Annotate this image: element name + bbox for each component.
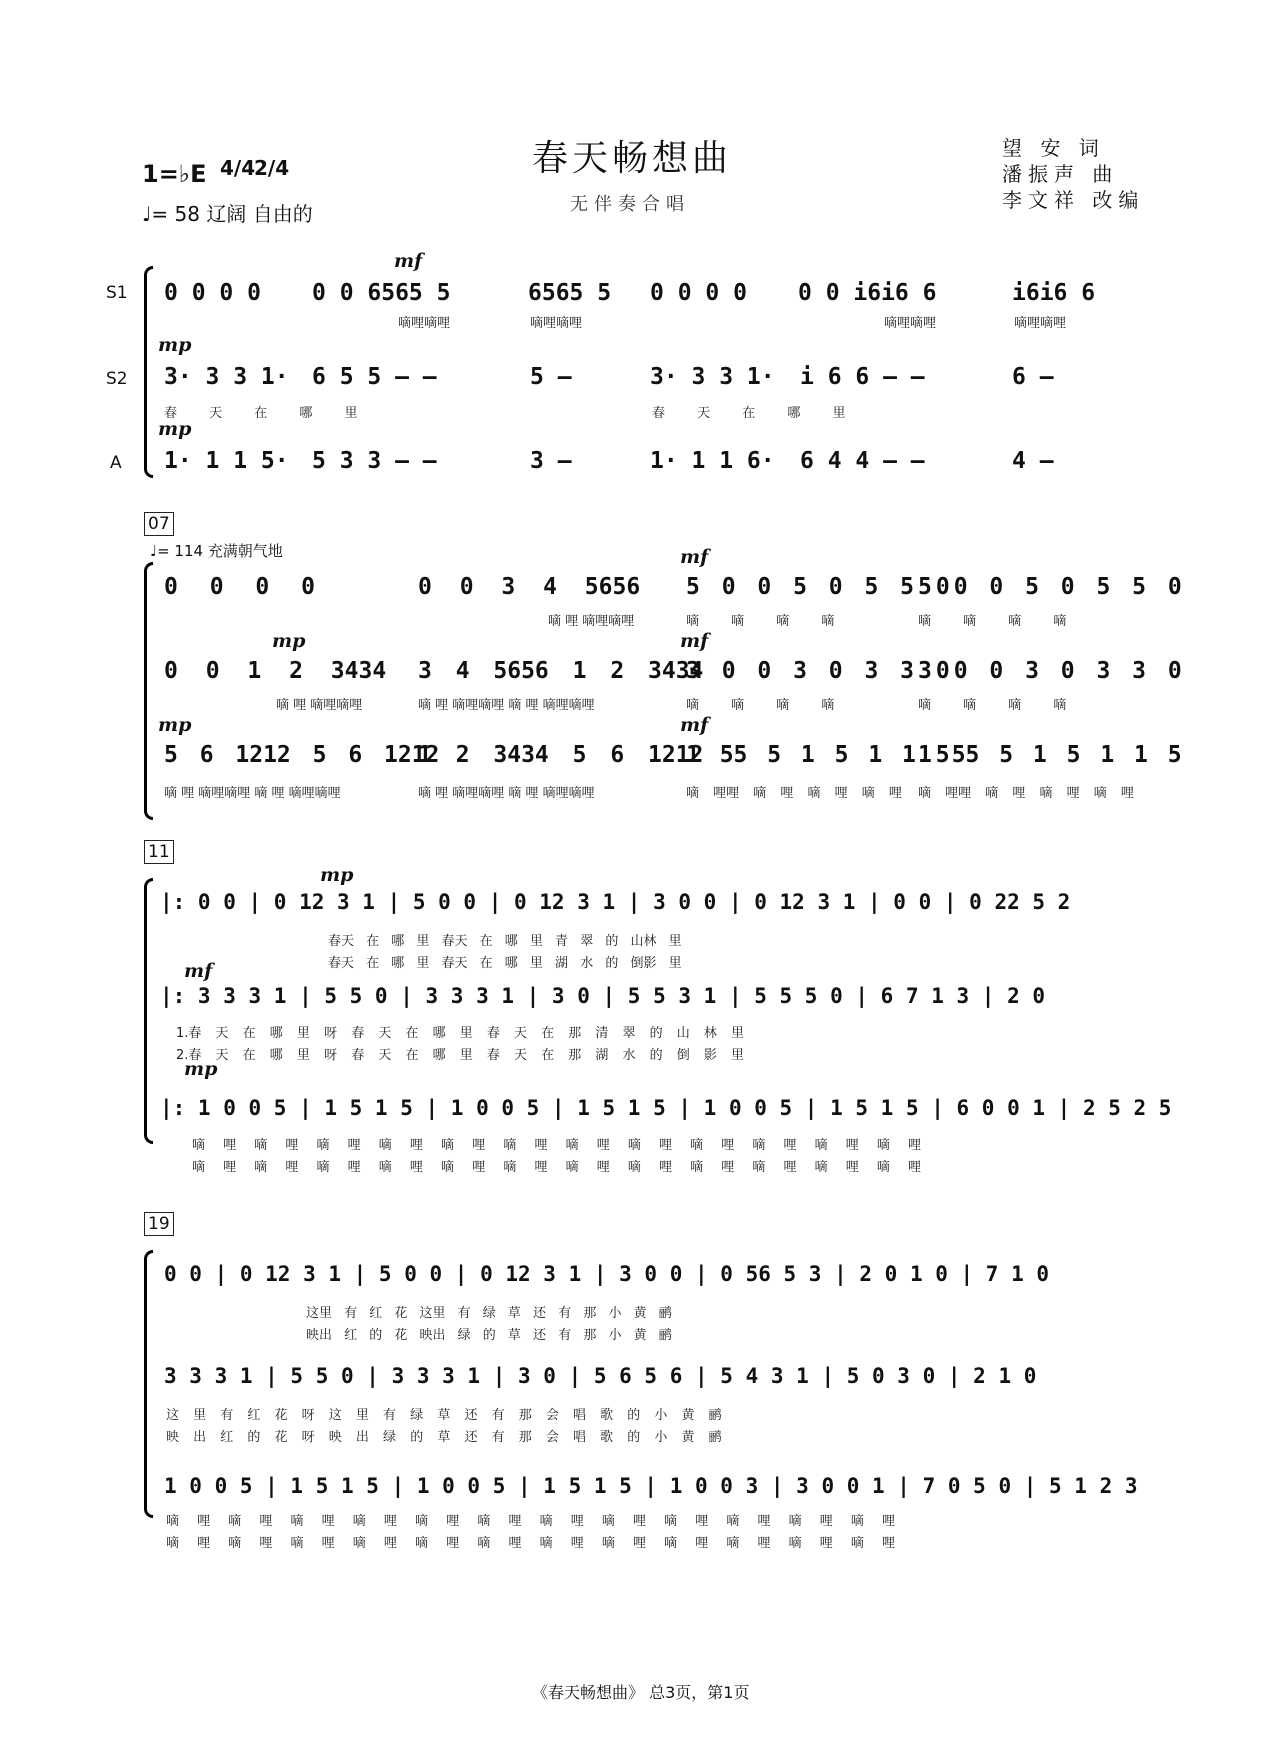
s1-measure: 0 0 6565 5 <box>312 280 451 306</box>
s1-line: 0 0 | 0 12 3 1 | 5 0 0 | 0 12 3 1 | 3 0 0 | 0 56 5 3 | 2 0 1 0 | 7 1 0 <box>164 1262 1050 1286</box>
s2-lyric: 春 天 在 哪 里 <box>652 406 860 421</box>
s1-lyric: 嘀哩嘀哩 <box>1014 316 1067 331</box>
dynamic-mf: mf <box>394 250 423 272</box>
s2-lyric: 这 里 有 红 花 呀 这 里 有 绿 草 还 有 那 会 唱 歌 的 小 黄 鹂 <box>166 1408 722 1423</box>
s2-measure: 3 0 0 3 0 3 3 0 <box>918 658 1182 684</box>
alto-measure: 4 – <box>1012 448 1054 474</box>
system-bracket <box>144 562 153 820</box>
s2-lyric: 嘀 嘀 嘀 嘀 <box>918 698 1067 713</box>
alto-lyric: 嘀 哩 嘀哩嘀哩 嘀 哩 嘀哩嘀哩 <box>164 786 341 801</box>
s1-lyric: 春天 在 哪 里 春天 在 哪 里 湖 水 的 倒影 里 <box>328 956 682 971</box>
s2-measure: 6 5 5 – – <box>312 364 437 390</box>
alto-measure: 5 6 1212 5 6 1212 <box>164 742 440 768</box>
s2-line: 3 3 3 1 | 5 5 0 | 3 3 3 1 | 3 0 | 5 6 5 6 | 5 4 3 1 | 5 0 3 0 | 2 1 0 <box>164 1364 1037 1388</box>
composer-credit: 潘振声 曲 <box>1002 162 1119 186</box>
s2-lyric: 嘀 哩 嘀哩嘀哩 <box>276 698 363 713</box>
page-footer: 《春天畅想曲》 总3页，第1页 <box>532 1683 750 1702</box>
dynamic-mp: mp <box>184 1058 218 1080</box>
s1-lyric: 嘀哩嘀哩 <box>530 316 583 331</box>
s2-lyric: 1.春 天 在 哪 里 呀 春 天 在 哪 里 春 天 在 那 清 翠 的 山 林 里 <box>176 1026 745 1041</box>
alto-measure: 1· 1 1 6· <box>650 448 775 474</box>
s1-line: |: 0 0 | 0 12 3 1 | 5 0 0 | 0 12 3 1 | 3 0 0 | 0 12 3 1 | 0 0 | 0 22 5 2 <box>160 890 1071 914</box>
s2-lyric: 春 天 在 哪 里 <box>164 406 372 421</box>
system-bracket <box>144 266 153 478</box>
alto-lyric: 嘀 哩 嘀哩嘀哩 嘀 哩 嘀哩嘀哩 <box>418 786 595 801</box>
s2-measure: 6 – <box>1012 364 1054 390</box>
s1-lyric: 嘀哩嘀哩 <box>398 316 451 331</box>
rehearsal-mark: 19 <box>144 1212 174 1236</box>
s1-measure: 5 0 0 5 0 5 5 0 <box>686 574 950 600</box>
part-label-a: A <box>110 453 122 473</box>
alto-lyric: 嘀 哩哩 嘀 哩 嘀 哩 嘀 哩 <box>686 786 902 801</box>
s1-lyric: 嘀 嘀 嘀 嘀 <box>918 614 1067 629</box>
alto-measure: 3 – <box>530 448 572 474</box>
s1-measure: 5 0 0 5 0 5 5 0 <box>918 574 1182 600</box>
dynamic-mp: mp <box>320 864 354 886</box>
dynamic-mf: mf <box>680 630 709 652</box>
dynamic-mp: mp <box>272 630 306 652</box>
part-label-s2: S2 <box>106 369 128 389</box>
s1-lyric: 映出 红 的 花 映出 绿 的 草 还 有 那 小 黄 鹂 <box>306 1328 672 1343</box>
dynamic-mf: mf <box>184 960 213 982</box>
s2-lyric: 2.春 天 在 哪 里 呀 春 天 在 哪 里 春 天 在 那 湖 水 的 倒 影 里 <box>176 1048 745 1063</box>
alto-lyric: 嘀 哩 嘀 哩 嘀 哩 嘀 哩 嘀 哩 嘀 哩 嘀 哩 嘀 哩 嘀 哩 嘀 哩 嘀 哩 嘀 哩 <box>166 1514 896 1529</box>
s1-measure: i6i6 6 <box>1012 280 1096 306</box>
alto-measure: 1· 1 1 5· <box>164 448 289 474</box>
s2-lyric: 嘀 哩 嘀哩嘀哩 嘀 哩 嘀哩嘀哩 <box>418 698 595 713</box>
key-signature: 1=♭E <box>142 160 207 188</box>
s2-measure: 0 0 1 2 3434 <box>164 658 387 684</box>
rehearsal-mark: 07 <box>144 512 174 536</box>
s1-measure: 0 0 3 4 5656 <box>418 574 641 600</box>
dynamic-mp: mp <box>158 334 192 356</box>
s2-lyric: 映 出 红 的 花 呀 映 出 绿 的 草 还 有 那 会 唱 歌 的 小 黄 鹂 <box>166 1430 722 1445</box>
dynamic-mp: mp <box>158 714 192 736</box>
s1-lyric: 嘀哩嘀哩 <box>884 316 937 331</box>
s1-measure: 0 0 0 0 <box>164 280 261 306</box>
tempo-marking: ♩= 114 充满朝气地 <box>150 542 283 560</box>
system-bracket <box>144 1250 153 1518</box>
alto-measure: 5 3 3 – – <box>312 448 437 474</box>
page-title: 春天畅想曲 <box>532 138 733 179</box>
s1-measure: 6565 5 <box>528 280 612 306</box>
alto-lyric: 嘀 哩 嘀 哩 嘀 哩 嘀 哩 嘀 哩 嘀 哩 嘀 哩 嘀 哩 嘀 哩 嘀 哩 嘀 哩 嘀 哩 <box>166 1536 896 1551</box>
alto-lyric: 嘀 哩哩 嘀 哩 嘀 哩 嘀 哩 <box>918 786 1134 801</box>
dynamic-mf: mf <box>680 714 709 736</box>
s2-lyric: 嘀 嘀 嘀 嘀 <box>686 698 835 713</box>
s1-measure: 0 0 i6i6 6 <box>798 280 937 306</box>
alto-measure: 1 2 3434 5 6 1212 <box>418 742 704 768</box>
alto-line: 1 0 0 5 | 1 5 1 5 | 1 0 0 5 | 1 5 1 5 | 1 0 0 3 | 3 0 0 1 | 7 0 5 0 | 5 1 2 3 <box>164 1474 1138 1498</box>
alto-lyric: 嘀 哩 嘀 哩 嘀 哩 嘀 哩 嘀 哩 嘀 哩 嘀 哩 嘀 哩 嘀 哩 嘀 哩 嘀 哩 嘀 哩 <box>192 1160 922 1175</box>
alto-measure: 1 55 5 1 5 1 1 5 <box>686 742 950 768</box>
s1-lyric: 春天 在 哪 里 春天 在 哪 里 青 翠 的 山林 里 <box>328 934 682 949</box>
s2-measure: 3· 3 3 1· <box>650 364 775 390</box>
s1-measure: 0 0 0 0 <box>650 280 747 306</box>
dynamic-mf: mf <box>680 546 709 568</box>
dynamic-mp: mp <box>158 418 192 440</box>
s2-measure: 3 4 5656 1 2 3434 <box>418 658 704 684</box>
alto-line: |: 1 0 0 5 | 1 5 1 5 | 1 0 0 5 | 1 5 1 5 | 1 0 0 5 | 1 5 1 5 | 6 0 0 1 | 2 5 2 5 <box>160 1096 1172 1120</box>
system-bracket <box>144 878 153 1144</box>
s2-measure: 3 0 0 3 0 3 3 0 <box>686 658 950 684</box>
s2-measure: 5 – <box>530 364 572 390</box>
rehearsal-mark: 11 <box>144 840 174 864</box>
s1-lyric: 嘀 嘀 嘀 嘀 <box>686 614 835 629</box>
part-label-s1: S1 <box>106 283 128 303</box>
s1-lyric: 这里 有 红 花 这里 有 绿 草 还 有 那 小 黄 鹂 <box>306 1306 672 1321</box>
time-signature-2: 2/4 <box>254 156 290 180</box>
arranger-credit: 李文祥 改编 <box>1002 188 1145 212</box>
s1-lyric: 嘀 哩 嘀哩嘀哩 <box>548 614 635 629</box>
s2-line: |: 3 3 3 1 | 5 5 0 | 3 3 3 1 | 3 0 | 5 5 3 1 | 5 5 5 0 | 6 7 1 3 | 2 0 <box>160 984 1046 1008</box>
alto-measure: 1 55 5 1 5 1 1 5 <box>918 742 1182 768</box>
time-signature-1: 4/4 <box>220 156 256 180</box>
alto-lyric: 嘀 哩 嘀 哩 嘀 哩 嘀 哩 嘀 哩 嘀 哩 嘀 哩 嘀 哩 嘀 哩 嘀 哩 嘀 哩 嘀 哩 <box>192 1138 922 1153</box>
s1-measure: 0 0 0 0 <box>164 574 315 600</box>
tempo-marking: ♩= 58 辽阔 自由的 <box>142 202 313 226</box>
page-subtitle: 无伴奏合唱 <box>570 194 690 215</box>
alto-measure: 6 4 4 – – <box>800 448 925 474</box>
s2-measure: 3· 3 3 1· <box>164 364 289 390</box>
s2-measure: i 6 6 – – <box>800 364 925 390</box>
lyricist-credit: 望 安 词 <box>1002 136 1105 160</box>
